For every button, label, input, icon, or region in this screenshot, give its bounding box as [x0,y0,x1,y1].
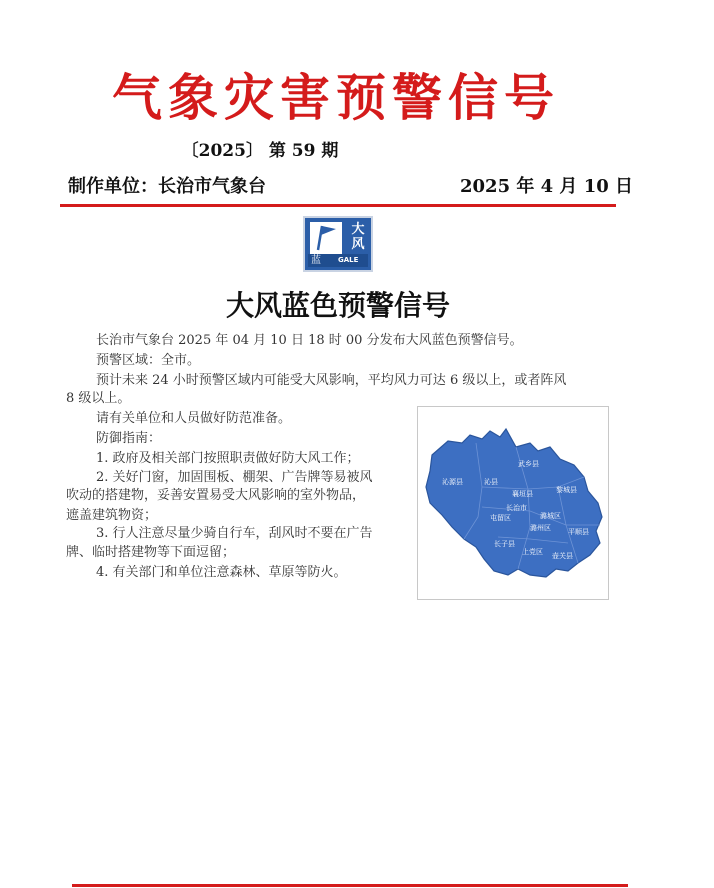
body-line: 4. 有关部门和单位注意森林、草原等防火。 [96,565,347,580]
issue-date: 2025 年 4 月 10 日 [460,176,634,197]
body-line: 牌、临时搭建物等下面逗留； [66,545,236,560]
map-label: 壶关县 [552,552,573,560]
body-line: 吹动的搭建物，妥善安置易受大风影响的室外物品， [66,488,366,503]
map-label: 长治市 [506,504,527,512]
map-label: 屯留区 [490,514,511,522]
body-line: 防御指南： [96,431,162,446]
body-line: 请有关单位和人员做好防范准备。 [96,411,292,426]
footer-divider [72,884,628,887]
map-label: 平顺县 [568,528,589,536]
icon-character: 风 [351,237,365,252]
wind-flag-icon [310,222,342,254]
body-line: 长治市气象台 2025 年 04 月 10 日 18 时 00 分发布大风蓝色预警信号。 [96,333,523,348]
map-label: 襄垣县 [512,490,533,498]
signal-title: 大风蓝色预警信号 [225,289,450,322]
warning-area-map [417,406,609,600]
body-line: 8 级以上。 [66,391,131,406]
body-line: 遮盖建筑物资； [66,508,158,523]
map-label: 长子县 [494,540,515,548]
map-label: 沁县 [484,478,498,486]
icon-level-char: 蓝 [311,255,321,266]
map-label: 上党区 [522,548,543,556]
issue-number: 〔2025〕 第 59 期 [181,141,339,161]
body-line: 2. 关好门窗，加固围板、棚架、广告牌等易被风 [96,470,373,485]
map-label: 潞州区 [530,524,551,532]
body-line: 3. 行人注意尽量少骑自行车，刮风时不要在广告 [96,526,373,541]
body-line: 预警区域：全市。 [96,353,201,368]
body-line: 预计未来 24 小时预警区域内可能受大风影响，平均风力可达 6 级以上，或者阵风 [96,373,567,388]
gale-blue-warning-icon [303,216,373,272]
icon-english-label: GALE [338,256,359,264]
icon-character: 大 [351,222,365,237]
map-label: 沁源县 [442,478,463,486]
document-title: 气象灾害预警信号 [112,68,560,127]
issuing-unit: 制作单位：长治市气象台 [68,176,266,197]
map-label: 黎城县 [556,486,577,494]
map-label: 潞城区 [540,512,561,520]
body-line: 1. 政府及相关部门按照职责做好防大风工作； [96,451,360,466]
header-divider [60,204,616,207]
map-label: 武乡县 [518,460,539,468]
